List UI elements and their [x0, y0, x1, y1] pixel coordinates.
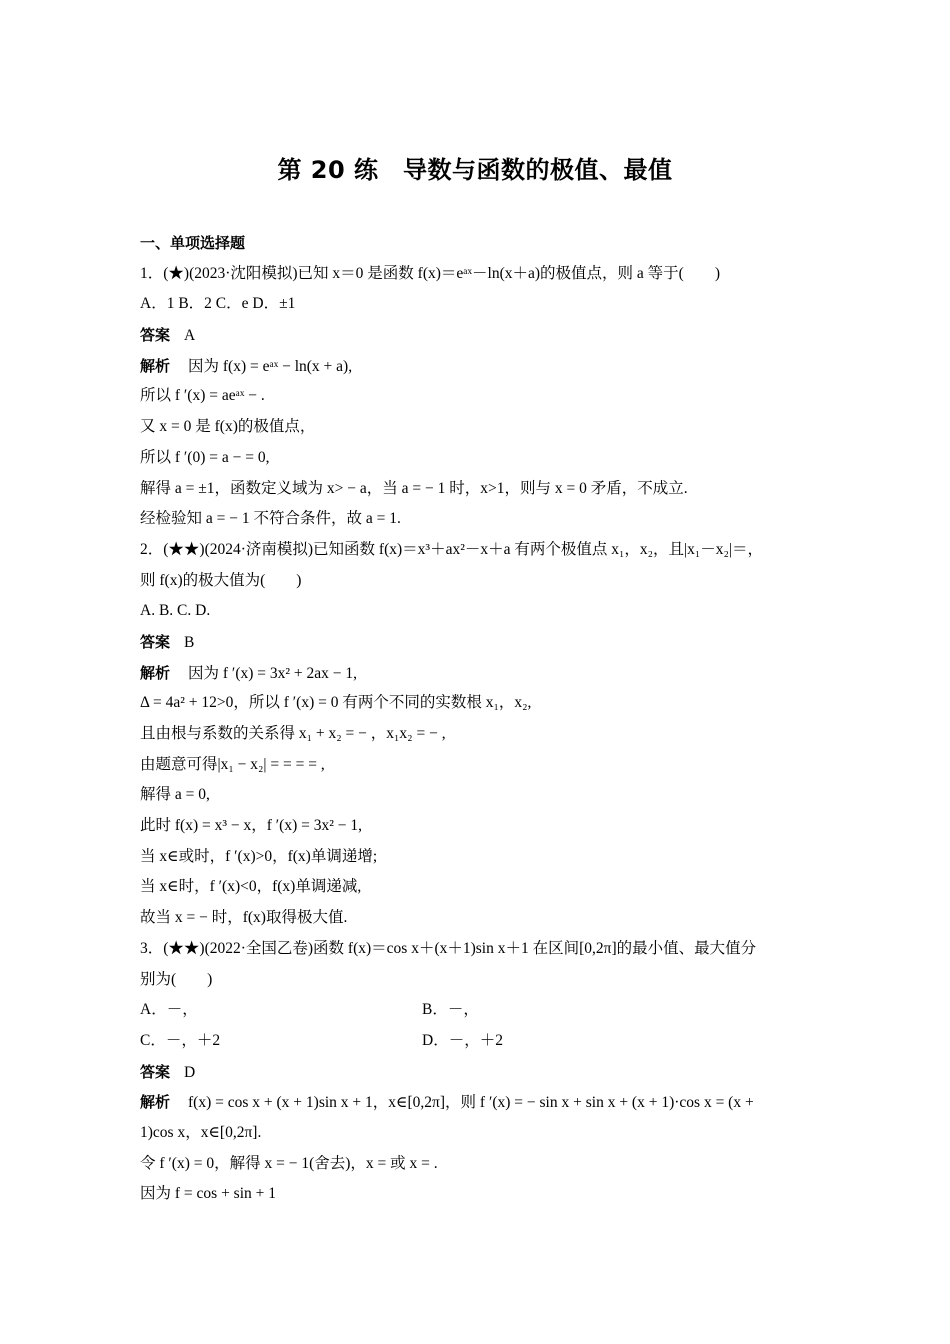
- q3-options-row: [140, 1026, 812, 1057]
- analysis-label: 解析: [140, 1093, 171, 1112]
- q1-analysis-line: [140, 351, 812, 382]
- q3-analysis-line: 1)cos x，x∈[0,2π].: [140, 1123, 262, 1141]
- q2-analysis-line: 解得 a = 0,: [140, 786, 210, 804]
- answer-value: D: [184, 1063, 196, 1081]
- q2-stem: 2．(★★)(2024·济南模拟)已知函数 f(x)＝x³＋ax²－x＋a 有两个极值点 x₁，x₂，且|x₁－x₂|＝，: [140, 540, 764, 558]
- q3-stem: 别为( ): [140, 970, 213, 988]
- q1-answer: [140, 320, 812, 351]
- q2-analysis-line: 且由根与系数的关系得 x₁ + x₂ = − ，x₁x₂ = − ,: [140, 725, 446, 742]
- q2-analysis-line: [140, 658, 812, 689]
- q3-stem: 3．(★★)(2022·全国乙卷)函数 f(x)＝cos x＋(x＋1)sin x＋1 在区间[0,2π]的最小值、最大值分: [140, 939, 757, 957]
- answer-label: 答案: [140, 326, 171, 345]
- q2-analysis-line: 当 x∈时，f ′(x)<0，f(x)单调递减,: [140, 878, 362, 896]
- q3-options-row: [140, 995, 812, 1026]
- analysis-text: 因为 f(x) = eᵃˣ − ln(x + a),: [188, 357, 353, 375]
- q2-answer: [140, 627, 812, 658]
- section-heading: 一、单项选择题: [140, 234, 246, 252]
- q2-analysis-line: 此时 f(x) = x³ − x，f ′(x) = 3x² − 1,: [140, 817, 362, 835]
- q1-analysis-line: 解得 a = ±1，函数定义域为 x> − a，当 a = − 1 时，x>1，则与 x = 0 矛盾，不成立.: [140, 479, 688, 497]
- analysis-label: 解析: [140, 663, 171, 682]
- q2-options: A. B. C. D.: [140, 602, 211, 620]
- page-title: 第 20 练 导数与函数的极值、最值: [277, 156, 673, 184]
- q3-option-d: D．－，＋2: [422, 1031, 503, 1049]
- analysis-text: 因为 f ′(x) = 3x² + 2ax − 1,: [188, 664, 358, 682]
- q3-option-a: A．－，: [140, 1001, 198, 1019]
- q3-analysis-line: 因为 f = cos + sin + 1: [140, 1185, 277, 1203]
- q3-answer: [140, 1057, 812, 1088]
- q2-analysis-line: Δ = 4a² + 12>0，所以 f ′(x) = 0 有两个不同的实数根 x₁，x₂,: [140, 694, 532, 712]
- q2-analysis-line: 当 x∈或时，f ′(x)>0，f(x)单调递增;: [140, 847, 378, 865]
- q1-analysis-line: 所以 f ′(x) = aeᵃˣ − .: [140, 387, 265, 405]
- q2-stem: 则 f(x)的极大值为( ): [140, 571, 302, 589]
- document-body: [140, 228, 812, 1210]
- answer-value: A: [184, 327, 196, 345]
- q2-analysis-line: 由题意可得|x₁ − x₂| = = = = ,: [140, 755, 325, 773]
- q1-analysis-line: 又 x = 0 是 f(x)的极值点，: [140, 418, 316, 436]
- q2-analysis-line: 故当 x = − 时，f(x)取得极大值.: [140, 909, 348, 927]
- analysis-label: 解析: [140, 356, 171, 375]
- q1-stem: 1．(★)(2023·沈阳模拟)已知 x＝0 是函数 f(x)＝eᵃˣ－ln(x＋a)的极值点，则 a 等于( ): [140, 264, 720, 282]
- q1-options: A．1 B．2 C．e D．±1: [140, 295, 296, 313]
- q3-analysis-line: [140, 1087, 812, 1118]
- q1-analysis-line: 经检验知 a = − 1 不符合条件，故 a = 1.: [140, 510, 401, 528]
- q3-option-b: B．－，: [422, 1001, 479, 1019]
- answer-label: 答案: [140, 632, 171, 651]
- answer-value: B: [184, 633, 195, 651]
- q1-analysis-line: 所以 f ′(0) = a − = 0,: [140, 448, 270, 466]
- q3-analysis-line: 令 f ′(x) = 0，解得 x = − 1(舍去)，x = 或 x = .: [140, 1154, 438, 1172]
- analysis-text: f(x) = cos x + (x + 1)sin x + 1，x∈[0,2π]，则 f ′(x) = − sin x + sin x + (x + 1)·cos x = (x +: [188, 1094, 754, 1112]
- answer-label: 答案: [140, 1062, 171, 1081]
- q3-option-c: C．－，＋2: [140, 1031, 221, 1049]
